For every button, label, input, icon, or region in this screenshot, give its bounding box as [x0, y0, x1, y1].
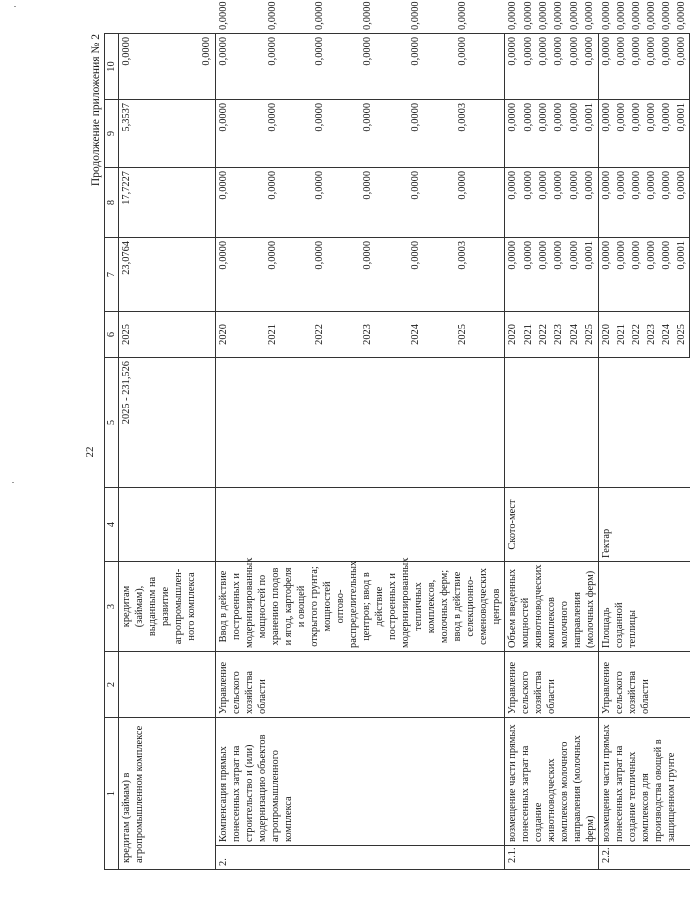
- row-index: 2.2.: [599, 846, 690, 870]
- table-row: 2021 0,0000 0,0000 0,0000 0,0000 0,0000: [265, 33, 313, 869]
- value-col8: 0,0000: [265, 99, 313, 167]
- value-col7: 17,7227: [119, 167, 200, 237]
- row-index: 2.: [216, 846, 505, 870]
- page-number: 22: [84, 446, 96, 458]
- value-col7: 0,0000: [659, 167, 674, 237]
- value-col6: 0,0000: [312, 237, 360, 311]
- value-col6: 0,0001: [582, 237, 598, 311]
- unit: Ското-мест: [505, 487, 599, 561]
- value-col7: 0,0000: [614, 167, 629, 237]
- value-col9: 0,0000: [614, 33, 629, 99]
- executor: Управление сельского хозяйства области: [216, 651, 505, 717]
- year: 2023: [551, 311, 566, 357]
- value-col6: 23,0764: [119, 237, 200, 311]
- year: 2020: [505, 311, 521, 357]
- value-col9: 0,0000: [265, 33, 313, 99]
- value-col6: 0,0000: [505, 237, 521, 311]
- table-row: 2025 0,0001 0,0000 0,0001 0,0000 0,0000: [674, 33, 690, 869]
- table-row: 2022 0,0000 0,0000 0,0000 0,0000 0,0000: [629, 33, 644, 869]
- indicator: Объем введенных мощностей животноводческих комплексов молочного направления (молочных ферм): [505, 561, 599, 651]
- period-value: [216, 357, 505, 487]
- value-col9: 0,0000: [629, 33, 644, 99]
- unit: Гектар: [599, 487, 690, 561]
- column-number: 9: [105, 99, 119, 167]
- value-col8: 0,0000: [551, 99, 566, 167]
- column-number: 3: [105, 561, 119, 651]
- period-value: [599, 357, 690, 487]
- value-col9: 0,0000: [360, 33, 408, 99]
- year: 2021: [521, 311, 536, 357]
- value-col9: 0,0000: [644, 33, 659, 99]
- value-col6: 0,0000: [629, 237, 644, 311]
- value-col9: 0,0000: [408, 33, 456, 99]
- value-col6: 0,0000: [216, 237, 265, 311]
- table-body: [105, 1, 690, 869]
- value-col6: 0,0000: [659, 237, 674, 311]
- year: 2022: [629, 311, 644, 357]
- scan-artifact: [14, 6, 16, 7]
- year: 2023: [360, 311, 408, 357]
- unit: [119, 487, 200, 561]
- value-col8: 0,0000: [567, 99, 582, 167]
- measure-name: кредитам (займам) в агропромышленном комплексе: [119, 717, 200, 869]
- column-number: 8: [105, 167, 119, 237]
- value-col6: 0,0000: [551, 237, 566, 311]
- indicator: Площадь созданной теплицы: [599, 561, 690, 651]
- program-table: [104, 1, 690, 870]
- value-col9: 0,0000: [567, 33, 582, 99]
- period-value: [505, 357, 599, 487]
- carryover-row-extra: [199, 33, 216, 869]
- value-col7: 0,0000: [674, 167, 690, 237]
- value-col6: 0,0000: [644, 237, 659, 311]
- document-sheet: [80, 1, 687, 872]
- column-number-row: [105, 33, 119, 869]
- year: 2025: [582, 311, 598, 357]
- year: 2021: [614, 311, 629, 357]
- year: 2025: [674, 311, 690, 357]
- value-col7: 0,0000: [360, 167, 408, 237]
- value-col8: 0,0000: [614, 99, 629, 167]
- column-number: 6: [105, 311, 119, 357]
- indicator: кредитам (займам), выданным на развитие агропромышлен-ного комплекса: [119, 561, 200, 651]
- value-col7: 0,0000: [551, 167, 566, 237]
- value-col6: 0,0000: [599, 237, 615, 311]
- table-row: 2. Компенсация прямых понесенных затрат на строительство и (или) модернизацию объектов агропромышленного комплекса Управление сельского хозяйства области Ввод в действие построенных и модернизированных мощностей по хранению плодов и ягод, картофеля и овощей открытого грунта; мощностей оптово-распределительных центров; ввод в действие построенных и модернизированных тепличных комплексов, молочных ферм; ввод в действие селекционно-семеноводческих центров 2020 0,0000 0,0000 0,0000 0,0000 0,0000: [216, 33, 265, 869]
- value-col9: 0,0000: [119, 33, 200, 99]
- column-number: 7: [105, 237, 119, 311]
- continuation-caption: Продолжение приложения № 2: [90, 34, 102, 187]
- value-col6: 0,0000: [536, 237, 551, 311]
- year: 2020: [216, 311, 265, 357]
- executor: [119, 651, 200, 717]
- value-col7: 0,0000: [265, 167, 313, 237]
- value-col8: 0,0000: [536, 99, 551, 167]
- year: 2024: [408, 311, 456, 357]
- value-col8: 0,0000: [360, 99, 408, 167]
- table-row: 2.2. возмещение части прямых понесенных затрат на создание тепличных комплексов для производства овощей в защищенном грунте Управление сельского хозяйства области Площадь созданной теплицы Гектар 2020 0,0000 0,0000 0,0000 0,0000 0,0000: [599, 33, 615, 869]
- value-col6: 0,0000: [360, 237, 408, 311]
- period-value: 2025 - 231,526: [119, 357, 200, 487]
- table-row: 2023 0,0000 0,0000 0,0000 0,0000 0,0000: [551, 33, 566, 869]
- value-col7: 0,0000: [455, 167, 504, 237]
- value-col6: 0,0001: [674, 237, 690, 311]
- value-col7: 0,0000: [521, 167, 536, 237]
- value-col7: 0,0000: [567, 167, 582, 237]
- table-row: 2021 0,0000 0,0000 0,0000 0,0000 0,0000: [521, 33, 536, 869]
- column-number: 4: [105, 487, 119, 561]
- table-row: 2024 0,0000 0,0000 0,0000 0,0000 0,0000: [408, 33, 456, 869]
- year: 2024: [567, 311, 582, 357]
- table-row: 2025 0,0001 0,0000 0,0001 0,0000 0,0000: [582, 33, 598, 869]
- column-number: 2: [105, 651, 119, 717]
- value-col8: 0,0000: [599, 99, 615, 167]
- year: 2025: [455, 311, 504, 357]
- value-col9: 0,0000: [521, 33, 536, 99]
- value-col9: 0,0000: [536, 33, 551, 99]
- value-col9: 0,0000: [599, 33, 615, 99]
- year: 2025: [119, 311, 200, 357]
- value-col9: 0,0000: [582, 33, 598, 99]
- measure-name: возмещение части прямых понесенных затрат на создание тепличных комплексов для производства овощей в защищенном грунте: [599, 717, 690, 845]
- carryover-row: [119, 33, 200, 869]
- column-number: 1: [105, 717, 119, 869]
- executor: Управление сельского хозяйства области: [505, 651, 599, 717]
- value-col7: 0,0000: [582, 167, 598, 237]
- value-col9: 0,0000: [312, 33, 360, 99]
- value-col10: 0,0000: [199, 33, 216, 99]
- table-row: 2025 0,0003 0,0000 0,0003 0,0000 0,0000: [455, 33, 504, 869]
- value-col9: 0,0000: [659, 33, 674, 99]
- value-col8: 0,0001: [582, 99, 598, 167]
- table-row: 2.1. возмещение части прямых понесенных затрат на создание животноводческих комплексов молочного направления (молочных ферм) Управление сельского хозяйства области Объем введенных мощностей животноводческих комплексов молочного направления (молочных ферм) Ското-мест 2020 0,0000 0,0000 0,0000 0,0000 0,0000: [505, 33, 521, 869]
- scan-artifact: [12, 482, 14, 483]
- value-col9: 0,0000: [455, 33, 504, 99]
- table-row: 2024 0,0000 0,0000 0,0000 0,0000 0,0000: [659, 33, 674, 869]
- value-col6: 0,0000: [408, 237, 456, 311]
- value-col7: 0,0000: [505, 167, 521, 237]
- table-row: 2021 0,0000 0,0000 0,0000 0,0000 0,0000: [614, 33, 629, 869]
- value-col9: 0,0000: [674, 33, 690, 99]
- table-row: 2022 0,0000 0,0000 0,0000 0,0000 0,0000: [536, 33, 551, 869]
- value-col8: 0,0000: [521, 99, 536, 167]
- value-col8: 0,0000: [408, 99, 456, 167]
- column-number: 5: [105, 357, 119, 487]
- column-number: 10: [105, 33, 119, 99]
- executor: Управление сельского хозяйства области: [599, 651, 690, 717]
- table-row: 2024 0,0000 0,0000 0,0000 0,0000 0,0000: [567, 33, 582, 869]
- value-col9: 0,0000: [216, 33, 265, 99]
- value-col8: 0,0000: [644, 99, 659, 167]
- value-col7: 0,0000: [312, 167, 360, 237]
- value-col8: 0,0001: [674, 99, 690, 167]
- value-col7: 0,0000: [644, 167, 659, 237]
- year: 2023: [644, 311, 659, 357]
- row-index: 2.1.: [505, 846, 599, 870]
- value-col6: 0,0000: [567, 237, 582, 311]
- value-col8: 0,0000: [505, 99, 521, 167]
- value-col8: 0,0000: [629, 99, 644, 167]
- indicator: Ввод в действие построенных и модернизированных мощностей по хранению плодов и ягод, картофеля и овощей открытого грунта; мощностей оптово-распределительных центров; ввод в действие построенных и модернизированных тепличных комплексов, молочных ферм; ввод в действие селекционно-семеноводческих центров: [216, 561, 505, 651]
- value-col7: 0,0000: [599, 167, 615, 237]
- value-col8: 0,0000: [659, 99, 674, 167]
- value-col8: 0,0000: [312, 99, 360, 167]
- value-col8: 0,0003: [455, 99, 504, 167]
- year: 2022: [312, 311, 360, 357]
- value-col6: 0,0003: [455, 237, 504, 311]
- year: 2020: [599, 311, 615, 357]
- value-col7: 0,0000: [216, 167, 265, 237]
- unit: [216, 487, 505, 561]
- value-col7: 0,0000: [408, 167, 456, 237]
- value-col9: 0,0000: [505, 33, 521, 99]
- value-col6: 0,0000: [265, 237, 313, 311]
- value-col8: 0,0000: [216, 99, 265, 167]
- year: 2024: [659, 311, 674, 357]
- table-row: 2022 0,0000 0,0000 0,0000 0,0000 0,0000: [312, 33, 360, 869]
- value-col6: 0,0000: [614, 237, 629, 311]
- value-col7: 0,0000: [536, 167, 551, 237]
- value-col8: 5,3537: [119, 99, 200, 167]
- value-col6: 0,0000: [521, 237, 536, 311]
- year: 2021: [265, 311, 313, 357]
- value-col9: 0,0000: [551, 33, 566, 99]
- table-row: 2023 0,0000 0,0000 0,0000 0,0000 0,0000: [644, 33, 659, 869]
- measure-name: возмещение части прямых понесенных затрат на создание животноводческих комплексов молочного направления (молочных ферм): [505, 717, 599, 845]
- measure-name: Компенсация прямых понесенных затрат на строительство и (или) модернизацию объектов агропромышленного комплекса: [216, 717, 505, 845]
- table-row: 2023 0,0000 0,0000 0,0000 0,0000 0,0000: [360, 33, 408, 869]
- value-col7: 0,0000: [629, 167, 644, 237]
- year: 2022: [536, 311, 551, 357]
